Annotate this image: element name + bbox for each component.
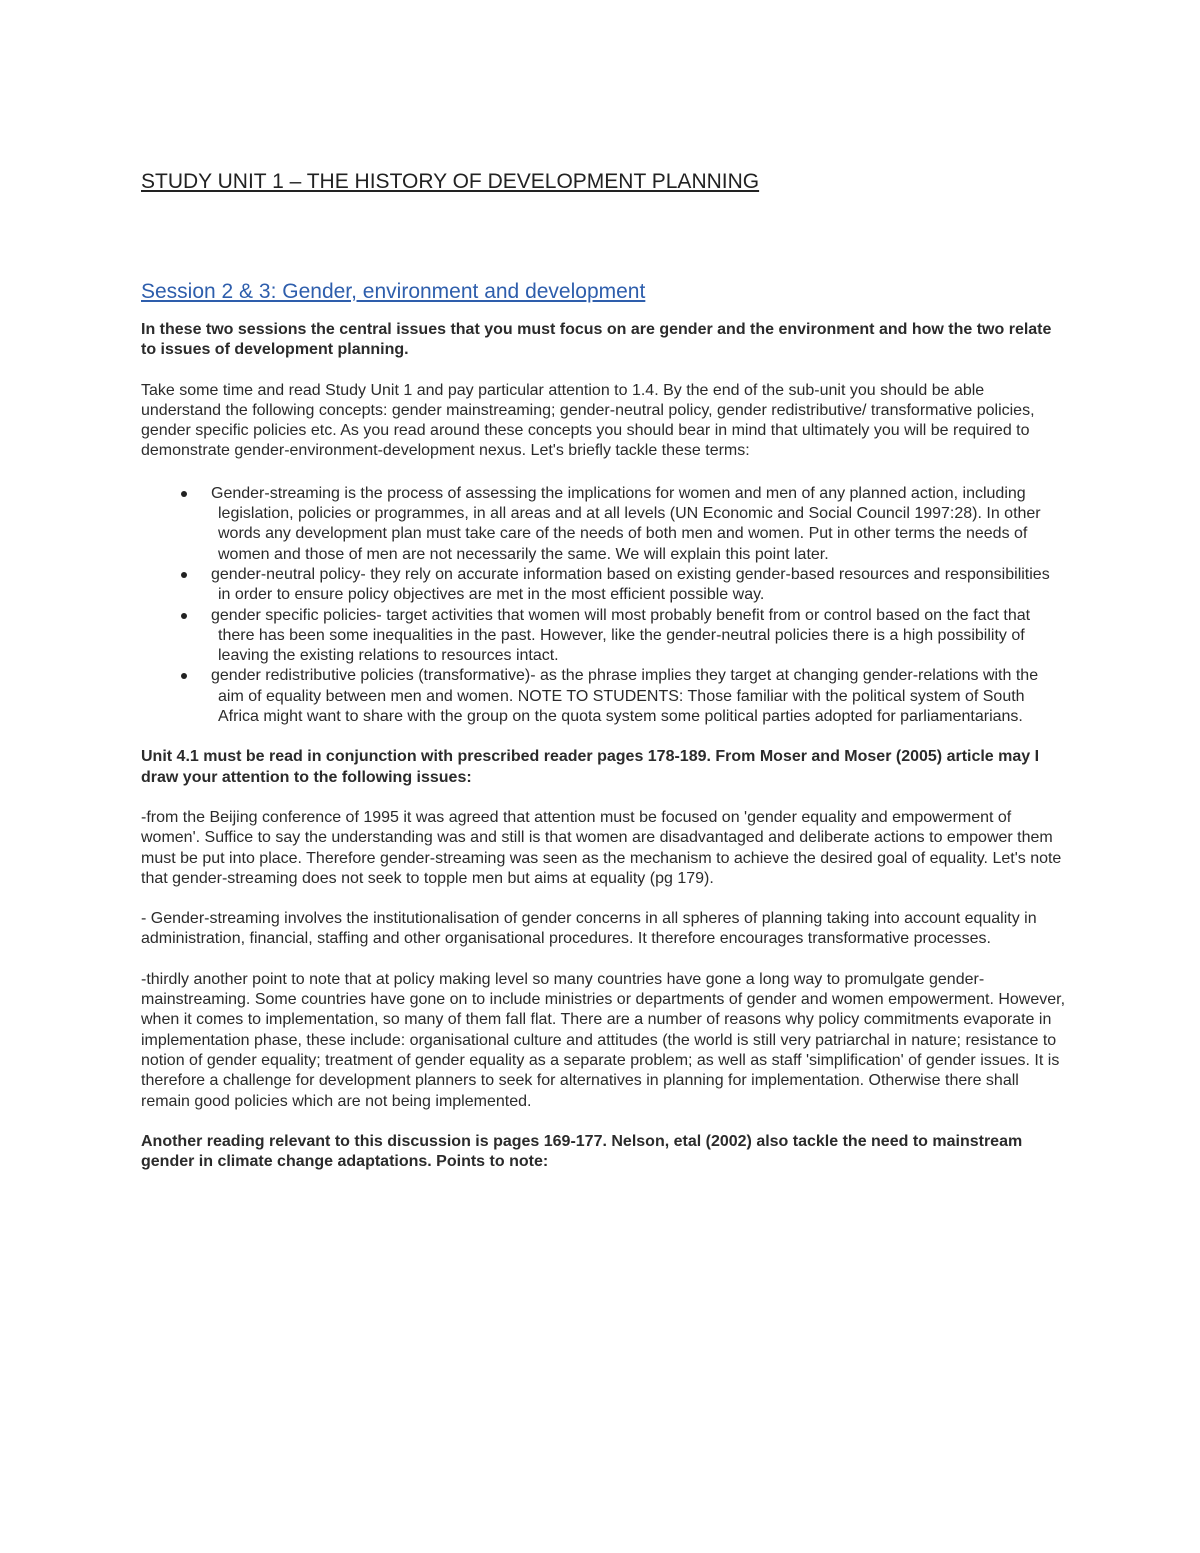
session-heading: Session 2 & 3: Gender, environment and development	[141, 280, 646, 303]
concept-text: gender specific policies- target activities that women will most probably benefit from or control based on the fact that there has been some inequalities in the past. However, like the gender-neutral policies there is a high possibility of leaving the existing relations to resources intact.	[211, 606, 1031, 665]
concept-text: Gender-streaming is the process of assessing the implications for women and men of any planned action, including legislation, policies or programmes, in all areas and at all levels (UN Economic and Social Council 1997:28). In other words any development plan must take care of the needs of both men and women. Put in other terms the needs of women and those of men are not necessarily the same. We will explain this point later.	[211, 484, 1041, 563]
bullet-icon	[181, 491, 187, 497]
document-title: STUDY UNIT 1 – THE HISTORY OF DEVELOPMENT PLANNING	[141, 170, 760, 193]
bullet-icon	[181, 673, 187, 679]
thirdly-paragraph: -thirdly another point to note that at policy making level so many countries have gone a long way to promulgate gender-mainstreaming. Some countries have gone on to include ministries or departments of gender and women empowerment. However, when it comes to implementation, so many of them fall flat. There are a number of reasons why policy commitments evaporate in implementation phase, these include: organisational culture and attitudes (the world is still very patriarchal in nature; resistance to notion of gender equality; treatment of gender equality as a separate problem; as well as staff 'simplification' of gender issues. It is therefore a challenge for development planners to seek for alternatives in planning for implementation. Otherwise there shall remain good policies which are not being implemented.	[141, 970, 1066, 1110]
take-some-time-paragraph: Take some time and read Study Unit 1 and pay particular attention to 1.4. By the end of the sub-unit you should be able understand the following concepts: gender mainstreaming; gender-neutral policy, gender redistributive/ transformative policies, gender specific policies etc. As you read around these concepts you should bear in mind that ultimately you will be required to demonstrate gender-environment-development nexus. Let's briefly tackle these terms:	[141, 381, 1035, 460]
list-item	[141, 565, 1066, 606]
bullet-icon	[181, 613, 187, 619]
list-item	[141, 484, 1066, 565]
concept-text: gender redistributive policies (transformative)- as the phrase implies they target at changing gender-relations with the aim of equality between men and women. NOTE TO STUDENTS: Those familiar with the political system of South Africa might want to share with the group on the quota system some political parties adopted for parliamentarians.	[211, 667, 1039, 726]
unit41-paragraph: Unit 4.1 must be read in conjunction with prescribed reader pages 178-189. From Moser and Moser (2005) article may I draw your attention to the following issues:	[141, 748, 1040, 786]
intro-paragraph: In these two sessions the central issues that you must focus on are gender and the environment and how the two relate to issues of development planning.	[141, 321, 1052, 359]
list-item	[141, 666, 1066, 727]
concept-text: gender-neutral policy- they rely on accurate information based on existing gender-based resources and responsibilities in order to ensure policy objectives are met in the most efficient possible way.	[211, 565, 1050, 604]
beijing-paragraph: -from the Beijing conference of 1995 it was agreed that attention must be focused on 'gender equality and empowerment of women'. Suffice to say the understanding was and still is that women are disadvantaged and deliberate actions to empower them must be put into place. Therefore gender-streaming was seen as the mechanism to achieve the desired goal of equality. Let's note that gender-streaming does not seek to topple men but aims at equality (pg 179).	[141, 808, 1062, 887]
bullet-icon	[181, 572, 187, 578]
another-reading-paragraph: Another reading relevant to this discussion is pages 169-177. Nelson, etal (2002) also tackle the need to mainstream gender in climate change adaptations. Points to note:	[141, 1132, 1023, 1171]
document-page	[141, 168, 1066, 1172]
gender-streaming-paragraph: - Gender-streaming involves the institutionalisation of gender concerns in all spheres of planning taking into account equality in administration, financial, staffing and other organisational procedures. It therefore encourages transformative processes.	[141, 910, 1037, 948]
list-item	[141, 606, 1066, 667]
concepts-list	[141, 484, 1066, 728]
